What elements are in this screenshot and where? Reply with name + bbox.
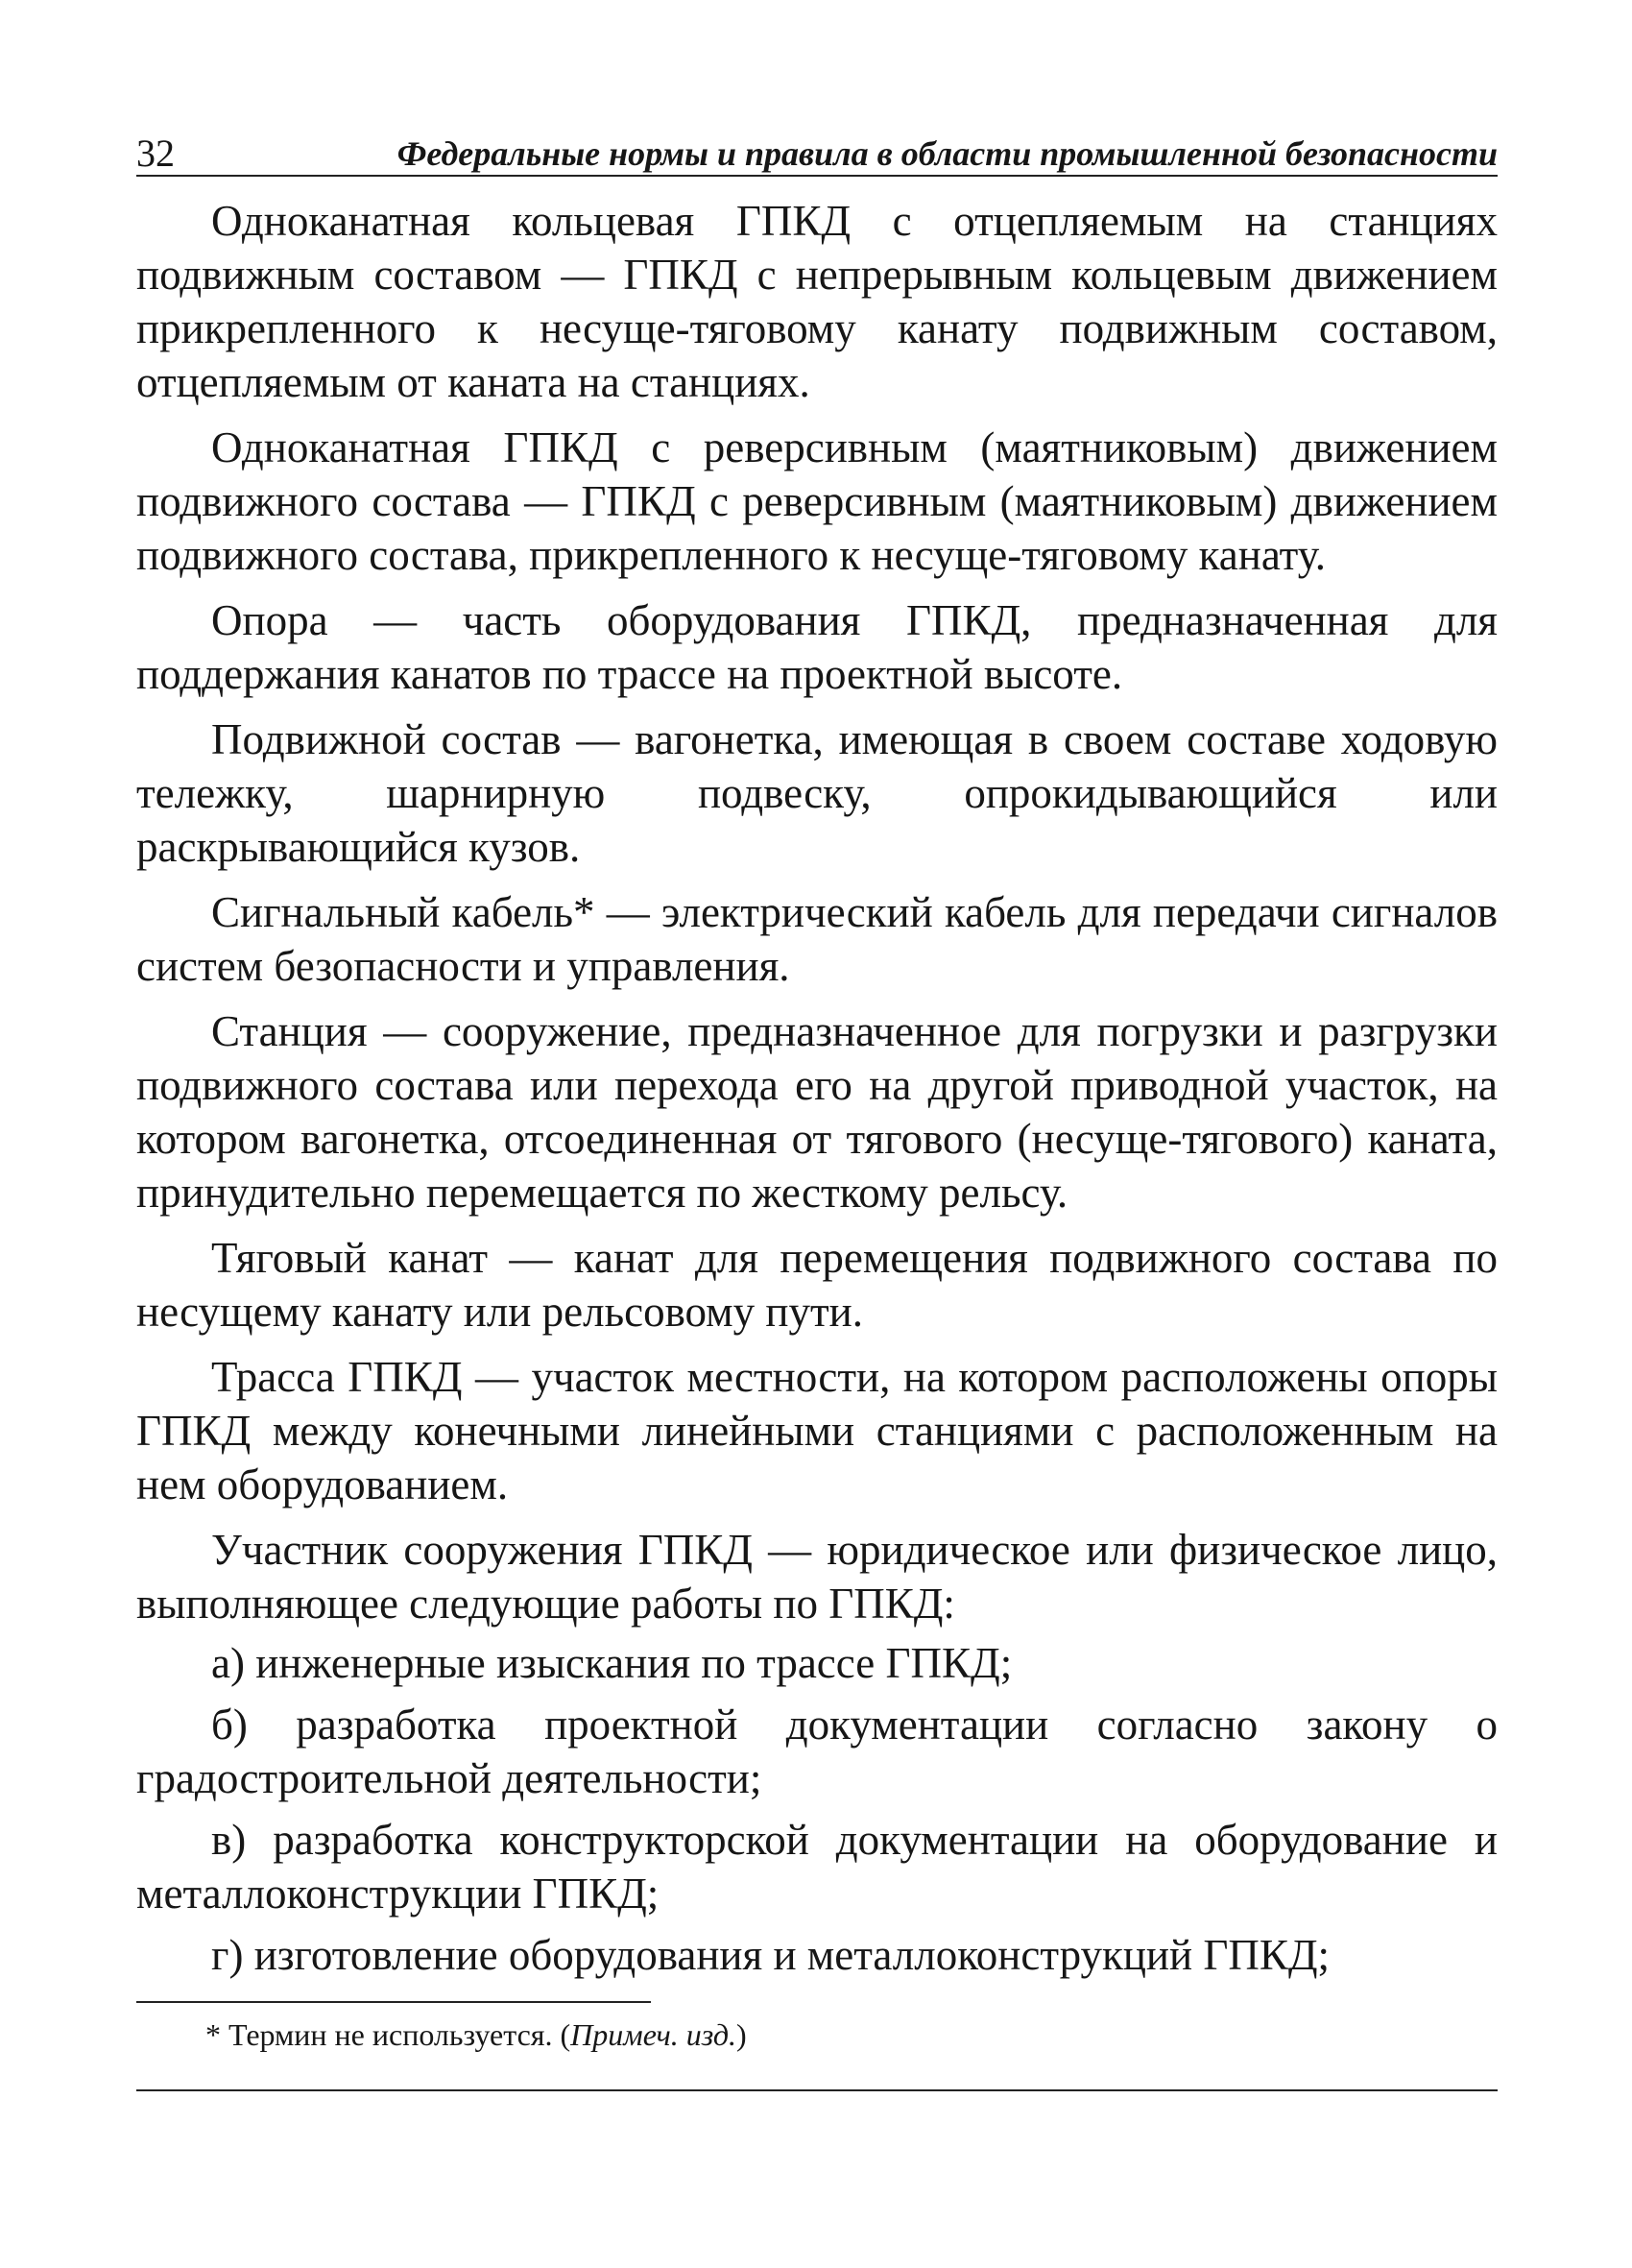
list-item: а) инженерные изыскания по трассе ГПКД; (211, 1639, 1013, 1687)
list-item: г) изготовление оборудования и металлоконструкций ГПКД; (211, 1931, 1331, 1979)
definition-paragraph: Трасса ГПКД — участок местности, на котором расположены опоры ГПКД между конечными линейными станциями с расположенным на нем оборудованием. (136, 1353, 1498, 1508)
footnote-separator (136, 2001, 651, 2003)
footnote-close: ) (736, 2017, 747, 2052)
list-item: в) разработка конструкторской документации на оборудование и металлоконструкции ГПКД; (136, 1816, 1498, 1918)
page-header (136, 115, 1498, 177)
definition-paragraph: Тяговый канат — канат для перемещения подвижного состава по несущему канату или рельсовому пути. (136, 1234, 1498, 1336)
document-page (136, 115, 1498, 2091)
running-title: Федеральные нормы и правила в области промышленной безопасности (396, 134, 1498, 173)
bottom-rule (136, 2089, 1498, 2091)
page-number: 32 (136, 132, 175, 175)
definition-paragraph: Одноканатная ГПКД с реверсивным (маятниковым) движением подвижного состава — ГПКД с реверсивным (маятниковым) движением подвижного состава, прикрепленного к несуще-тяговому канату. (136, 423, 1498, 579)
body-text (136, 194, 1498, 1982)
definition-paragraph: Станция — сооружение, предназначенное для погрузки и разгрузки подвижного состава или перехода его на другой приводной участок, на котором вагонетка, отсоединенная от тягового (несуще-тягового) каната, принудительно перемещается по жесткому рельсу. (136, 1007, 1498, 1217)
footnote (136, 2016, 1498, 2053)
definition-paragraph: Опора — часть оборудования ГПКД, предназначенная для поддержания канатов по трассе на проектной высоте. (136, 596, 1498, 698)
footnote-text: * Термин не используется. ( (205, 2017, 571, 2052)
list-item: б) разработка проектной документации согласно закону о градостроительной деятельности; (136, 1701, 1498, 1802)
footnote-editor-note: Примеч. изд. (570, 2017, 736, 2052)
definition-paragraph: Одноканатная кольцевая ГПКД с отцепляемым на станциях подвижным составом — ГПКД с непрерывным кольцевым движением прикрепленного к несуще-тяговому канату подвижным составом, отцепляемым от каната на станциях. (136, 197, 1498, 406)
definition-paragraph: Участник сооружения ГПКД — юридическое или физическое лицо, выполняющее следующие работы по ГПКД: (136, 1526, 1498, 1628)
definition-paragraph: Сигнальный кабель* — электрический кабель для передачи сигналов систем безопасности и управления. (136, 888, 1498, 990)
definition-paragraph: Подвижной состав — вагонетка, имеющая в своем составе ходовую тележку, шарнирную подвеску, опрокидывающийся или раскрывающийся кузов. (136, 715, 1498, 871)
